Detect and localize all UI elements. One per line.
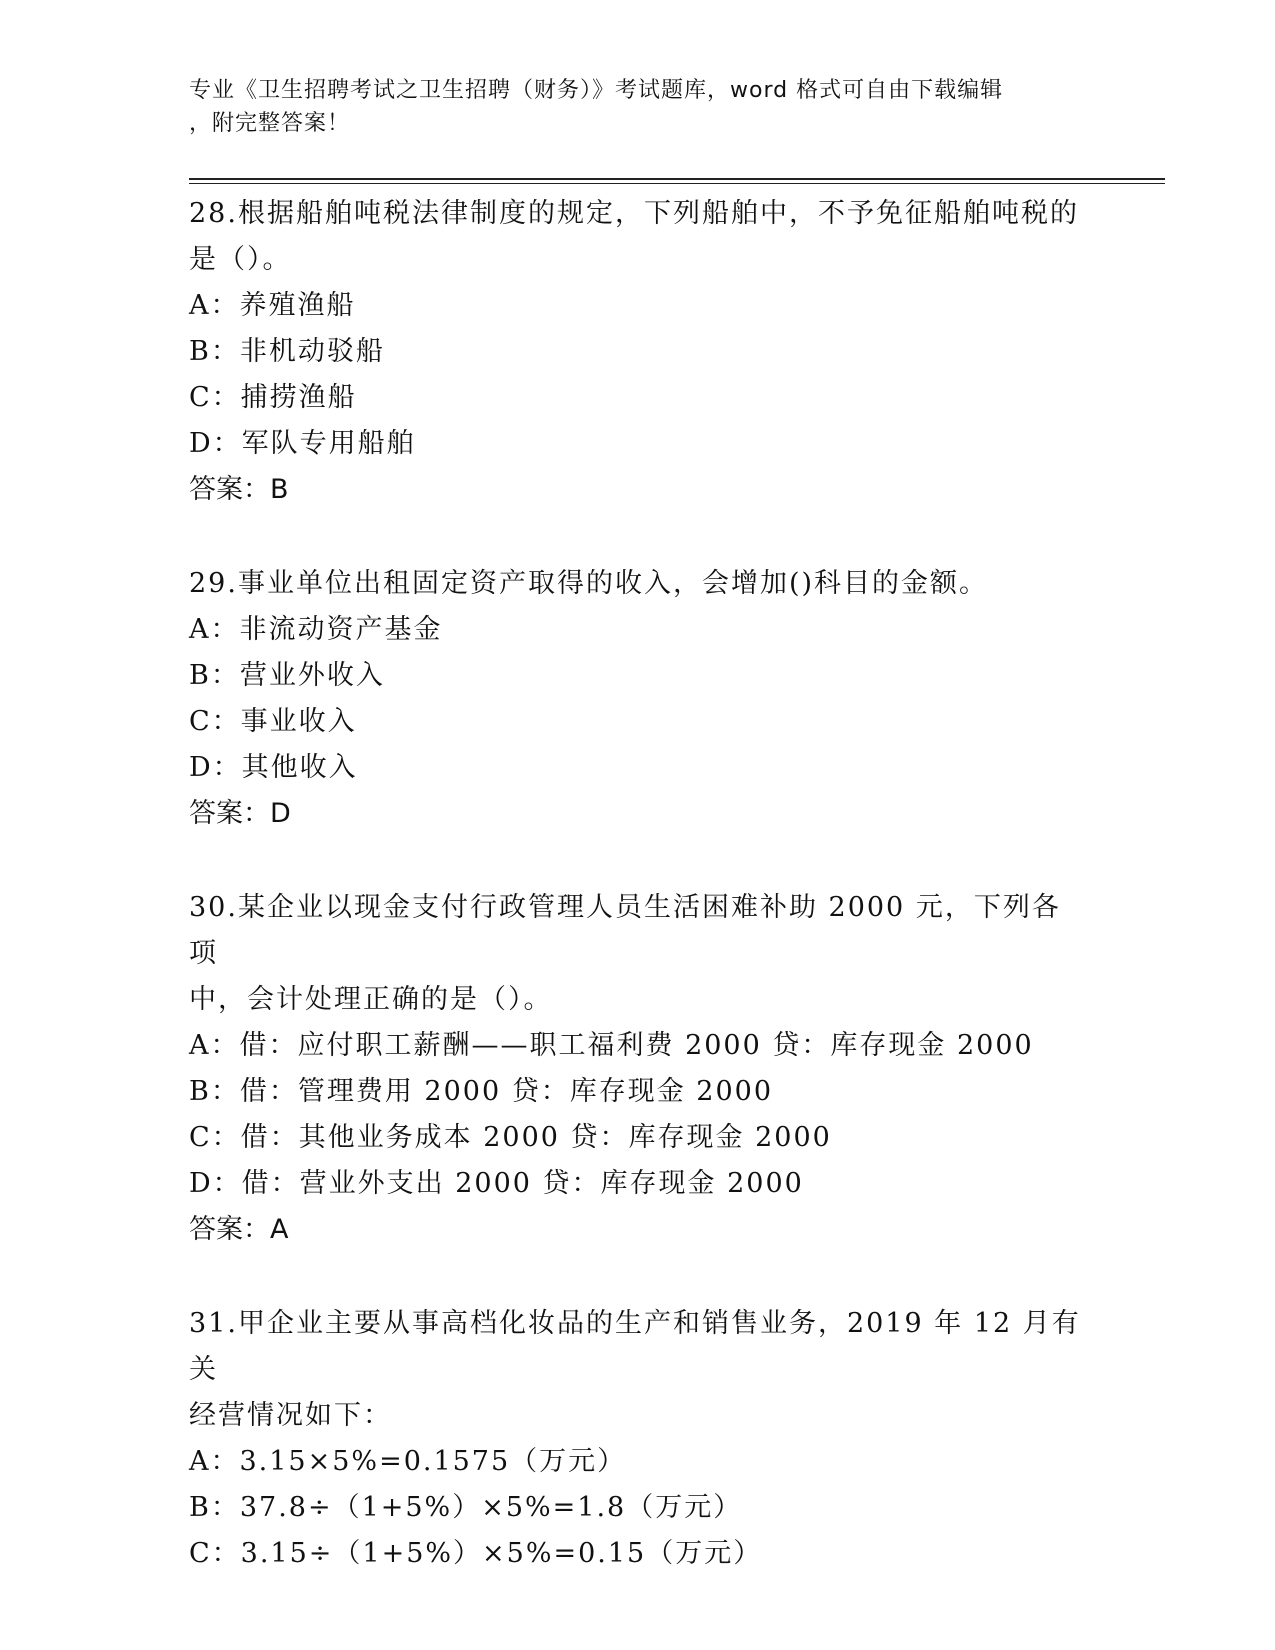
option-c: C：捕捞渔船 — [189, 382, 357, 413]
question-stem-continued: 中，会计处理正确的是（）。 — [189, 984, 553, 1015]
question-stem-continued: 经营情况如下： — [189, 1400, 392, 1431]
option-a: A：3.15×5%=0.1575（万元） — [189, 1446, 627, 1477]
option-d: D：借：营业外支出 2000 贷：库存现金 2000 — [189, 1168, 804, 1199]
option-b: B：营业外收入 — [189, 660, 385, 691]
answer-line: 答案：D — [189, 798, 291, 829]
question-31 — [189, 1301, 1089, 1577]
option-d: D：其他收入 — [189, 752, 358, 783]
header-divider-thick — [189, 178, 1165, 180]
option-b: B：借：管理费用 2000 贷：库存现金 2000 — [189, 1076, 774, 1107]
option-c: C：事业收入 — [189, 706, 357, 737]
option-b: B：37.8÷（1+5%）×5%=1.8（万元） — [189, 1492, 743, 1523]
question-29 — [189, 561, 1089, 837]
option-c: C：3.15÷（1+5%）×5%=0.15（万元） — [189, 1538, 763, 1569]
question-list — [189, 191, 1089, 1625]
header-line-1: 专业《卫生招聘考试之卫生招聘（财务）》考试题库，word 格式可自由下载编辑 — [189, 78, 1004, 103]
question-stem: 29.事业单位出租固定资产取得的收入，会增加()科目的金额。 — [189, 568, 989, 599]
header-divider-thin — [189, 183, 1165, 184]
answer-line: 答案：A — [189, 1214, 289, 1245]
document-header — [189, 74, 1089, 140]
option-d: D：军队专用船舶 — [189, 428, 416, 459]
option-a: A：非流动资产基金 — [189, 614, 443, 645]
question-stem: 30.某企业以现金支付行政管理人员生活困难补助 2000 元，下列各项 — [189, 892, 1061, 969]
option-a: A：借：应付职工薪酬——职工福利费 2000 贷：库存现金 2000 — [189, 1030, 1034, 1061]
question-stem-continued: 是（）。 — [189, 244, 292, 275]
question-stem: 31.甲企业主要从事高档化妆品的生产和销售业务，2019 年 12 月有关 — [189, 1308, 1081, 1385]
question-stem: 28.根据船舶吨税法律制度的规定，下列船舶中，不予免征船舶吨税的 — [189, 198, 1079, 229]
option-c: C：借：其他业务成本 2000 贷：库存现金 2000 — [189, 1122, 832, 1153]
answer-line: 答案：B — [189, 474, 289, 505]
option-a: A：养殖渔船 — [189, 290, 356, 321]
option-b: B：非机动驳船 — [189, 336, 385, 367]
question-30 — [189, 885, 1089, 1253]
question-28 — [189, 191, 1089, 513]
header-line-2: ，附完整答案！ — [189, 111, 351, 136]
